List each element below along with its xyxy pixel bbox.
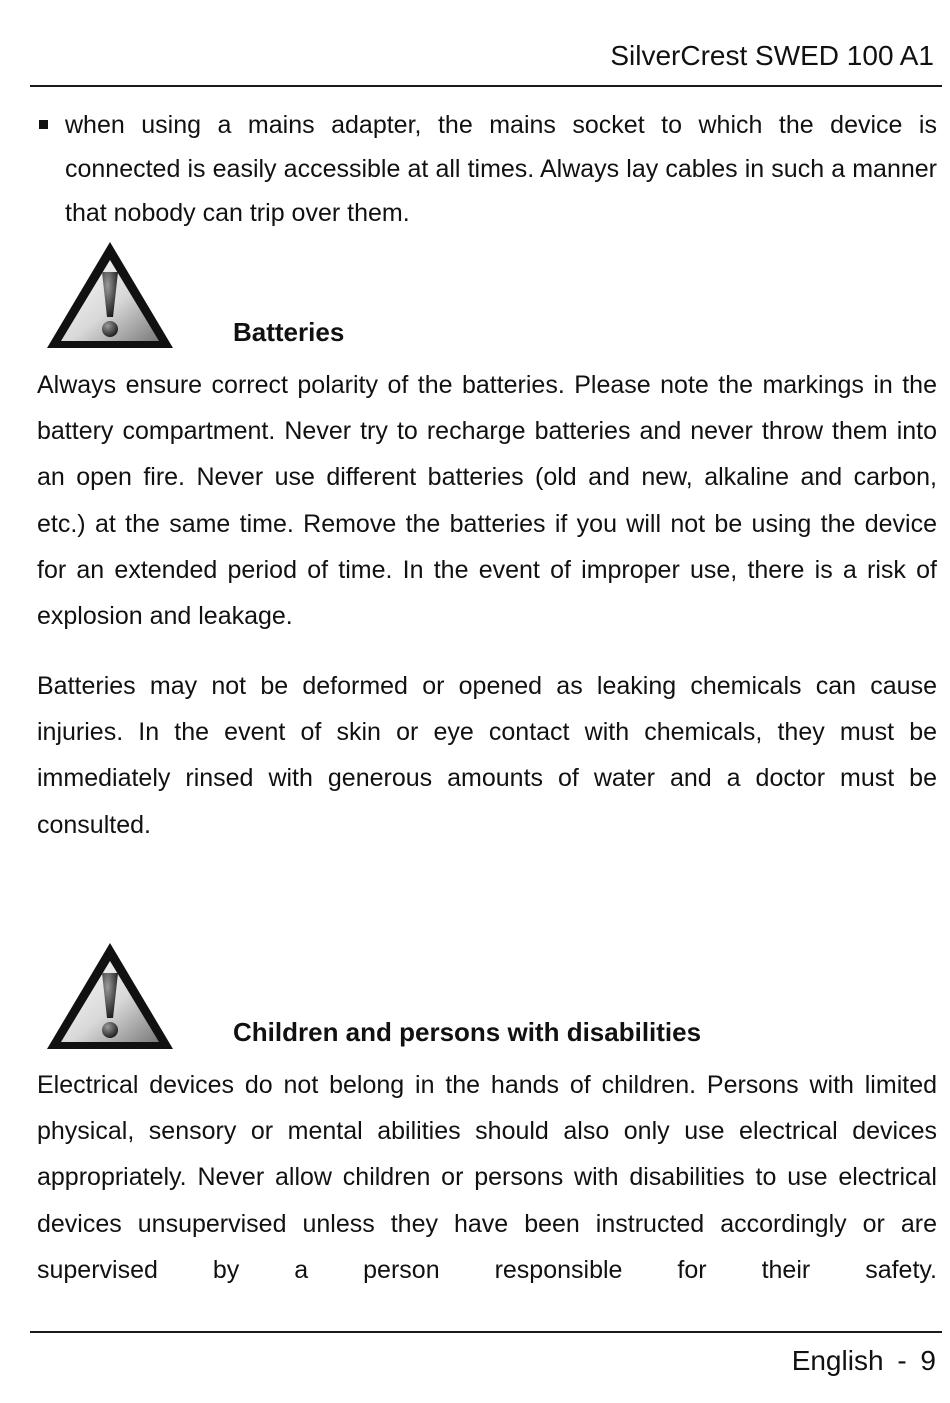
batteries-paragraph-1: Always ensure correct polarity of the batteries. Please note the markings in the battery compartment. Never try to recharge batteries and never throw them into an open fire. Never use different batteries (old and new, alkaline and carbon, etc.) at the same time. Remove the batteries if you will not be using the device for an extended period of time. In the event of improper use, there is a risk of explosion and leakage. (37, 371, 937, 631)
footer-separator: - (897, 1345, 907, 1376)
bullet-text: when using a mains adapter, the mains socket to which the device is connected is easily accessible at all times. Always lay cables in such a manner that nobody can trip over them. (65, 111, 937, 227)
warning-triangle-icon (42, 938, 178, 1054)
page-number: 9 (920, 1345, 936, 1376)
header-rule (30, 85, 942, 87)
children-paragraph: Electrical devices do not belong in the hands of children. Persons with limited physical, sensory or mental abilities should also only use electrical devices appropriately. Never allow children or persons with disabilities to use electrical devices unsupervised unless they have been instructed accordingly or are supervised by a person responsible for their safety. (37, 1071, 937, 1284)
footer-language: English (791, 1345, 884, 1376)
page-footer (792, 1343, 936, 1379)
section-heading-batteries: Batteries (233, 317, 345, 347)
warning-triangle-icon (42, 237, 178, 353)
batteries-paragraph-2: Batteries may not be deformed or opened as leaking chemicals can cause injuries. In the event of skin or eye contact with chemicals, they must be immediately rinsed with generous amounts of water and a doctor must be consulted. (37, 672, 937, 839)
footer-rule (30, 1331, 942, 1333)
bullet-item (37, 103, 937, 235)
bullet-square-icon (39, 120, 48, 129)
document-header-title: SilverCrest SWED 100 A1 (610, 40, 934, 71)
section-heading-children: Children and persons with disabilities (233, 1017, 702, 1047)
